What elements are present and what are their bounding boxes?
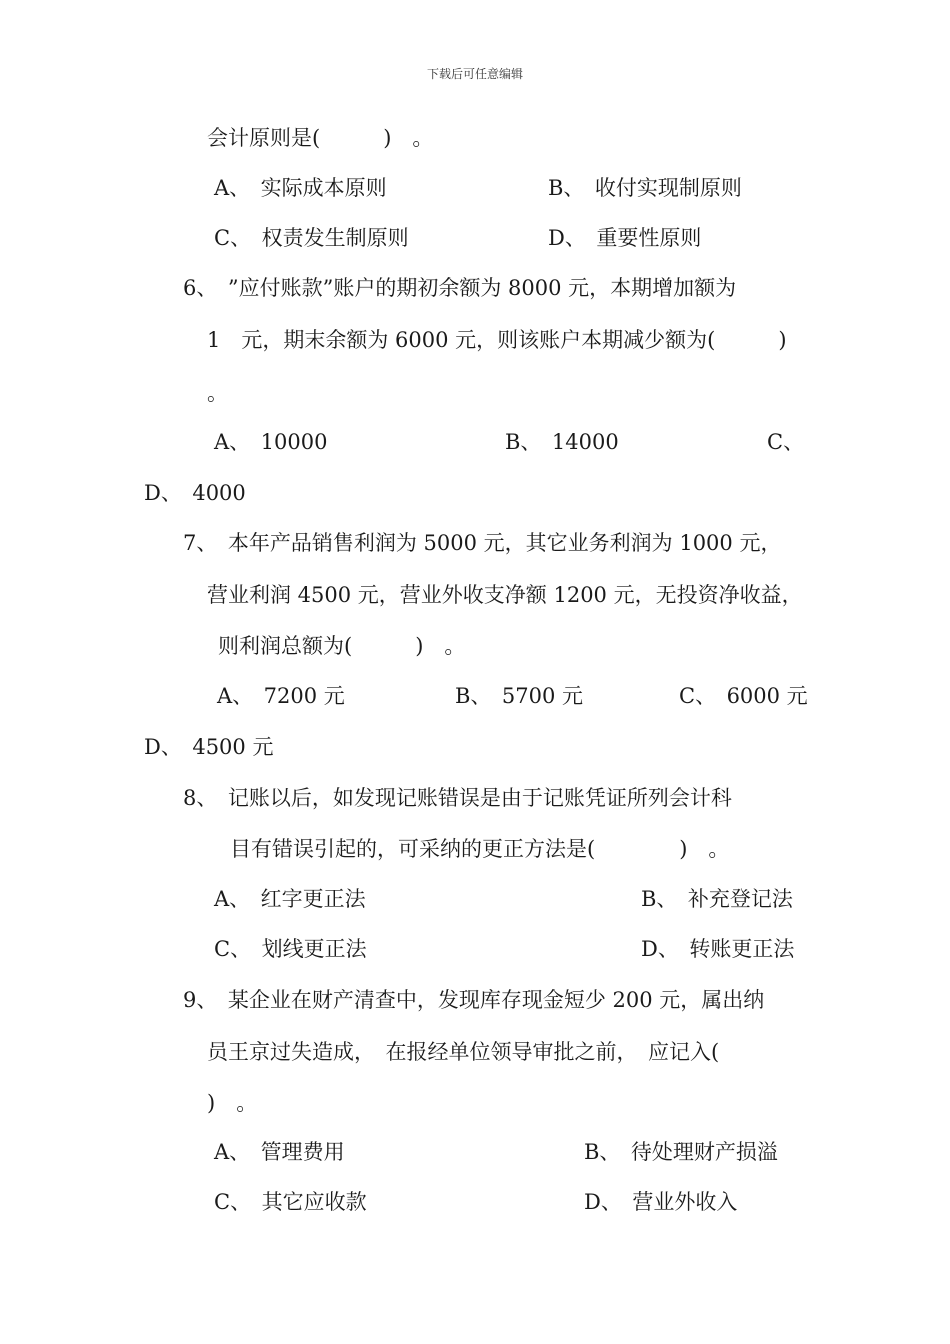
q9-stem-line3: ) 。 [207, 1091, 258, 1115]
page-header: 下载后可任意编辑 [426, 67, 523, 81]
q6-option-d: D、 4000 [144, 481, 246, 505]
q5-stem-tail: 会计原则是( ) 。 [207, 126, 434, 150]
q9-stem-line2: 员王京过失造成， 在报经单位领导审批之前， 应记入( [207, 1040, 720, 1064]
q7-option-a: A、 7200 元 [217, 684, 345, 708]
q5-option-a: A、 实际成本原则 [214, 176, 387, 200]
q8-option-d: D、 转账更正法 [641, 937, 795, 961]
q9-option-c: C、 其它应收款 [214, 1190, 367, 1214]
q9-stem-line1: 9、 某企业在财产清查中，发现库存现金短少 200 元，属出纳 [183, 988, 765, 1012]
q8-stem-line2: 目有错误引起的，可采纳的更正方法是( ) 。 [230, 837, 730, 861]
q6-option-a: A、 10000 [214, 430, 328, 454]
q9-option-d: D、 营业外收入 [584, 1190, 738, 1214]
q8-stem-line1: 8、 记账以后，如发现记账错误是由于记账凭证所列会计科 [183, 786, 732, 810]
q7-stem-line2: 营业利润 4500 元，营业外收支净额 1200 元，无投资净收益， [207, 583, 803, 607]
q5-option-d: D、 重要性原则 [548, 226, 702, 250]
q8-option-b: B、 补充登记法 [641, 887, 793, 911]
q6-stem-line3: 。 [207, 381, 228, 405]
q5-option-b: B、 收付实现制原则 [548, 176, 742, 200]
q7-stem-line3: 则利润总额为( ) 。 [218, 634, 466, 658]
q9-option-a: A、 管理费用 [214, 1140, 345, 1164]
q6-stem-line2: 1 元，期末余额为 6000 元，则该账户本期减少额为( ) [207, 328, 787, 352]
q5-option-c: C、 权责发生制原则 [214, 226, 409, 250]
q6-option-b: B、 14000 [505, 430, 619, 454]
q9-option-b: B、 待处理财产损溢 [584, 1140, 778, 1164]
q6-stem-line1: 6、 ”应付账款”账户的期初余额为 8000 元，本期增加额为 [183, 276, 737, 300]
q8-option-a: A、 红字更正法 [214, 887, 366, 911]
q7-option-c: C、 6000 元 [679, 684, 808, 708]
q7-stem-line1: 7、 本年产品销售利润为 5000 元，其它业务利润为 1000 元， [183, 531, 782, 555]
q6-option-c: C、 [767, 430, 805, 454]
q8-option-c: C、 划线更正法 [214, 937, 367, 961]
q7-option-d: D、 4500 元 [144, 735, 274, 759]
q7-option-b: B、 5700 元 [455, 684, 584, 708]
